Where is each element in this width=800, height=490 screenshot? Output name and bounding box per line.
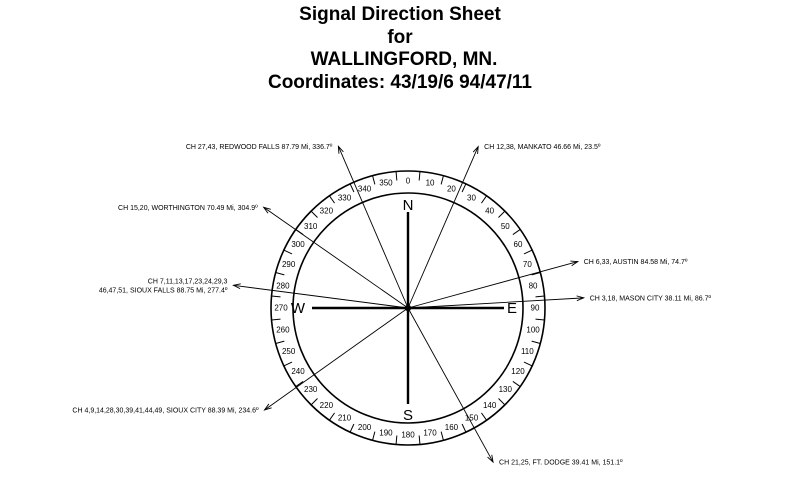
signal-label — [186, 144, 333, 151]
degree-label: 0 — [405, 176, 411, 186]
degree-label: 310 — [304, 221, 318, 231]
signal-label-line: 46,47,51, SIOUX FALLS 88.75 Mi, 277.4º — [98, 287, 228, 295]
degree-label: 280 — [276, 281, 290, 291]
east-label: E — [506, 299, 518, 317]
degree-label: 30 — [467, 193, 476, 203]
degree-label: 110 — [520, 347, 534, 357]
title-for: for — [387, 26, 413, 48]
signal-arrowhead — [488, 455, 493, 462]
degree-label: 210 — [337, 413, 352, 423]
degree-tick — [311, 399, 317, 405]
degree-label: 20 — [446, 184, 456, 194]
west-label: W — [290, 299, 306, 317]
degree-tick — [441, 432, 443, 441]
degree-label: 50 — [500, 221, 510, 231]
degree-tick — [419, 172, 420, 181]
degree-tick — [296, 381, 303, 386]
signal-label — [499, 460, 623, 467]
signal-label-line: CH 6,33, AUSTIN 84.58 Mi, 74.7º — [583, 259, 688, 267]
degree-label: 250 — [281, 347, 296, 357]
degree-tick — [462, 424, 466, 432]
degree-label: 290 — [281, 260, 296, 270]
degree-tick — [284, 362, 292, 366]
signal-label-line: CH 15,20, WORTHINGTON 70.49 Mi, 304.9º — [118, 204, 258, 212]
degree-tick — [396, 172, 397, 181]
degree-tick — [373, 176, 375, 185]
degree-label: 230 — [304, 385, 318, 395]
degree-label: 220 — [319, 400, 334, 410]
signal-label — [72, 407, 259, 414]
degree-label: 160 — [444, 422, 459, 432]
degree-label: 270 — [274, 303, 288, 313]
degree-tick — [532, 341, 541, 343]
degree-tick — [481, 413, 486, 420]
degree-tick — [350, 424, 354, 432]
degree-label: 340 — [357, 184, 372, 194]
signal-label-line: CH 3,18, MASON CITY 38.11 Mi, 86.7º — [589, 295, 712, 303]
degree-label: 130 — [498, 385, 512, 395]
signal-label — [584, 259, 688, 266]
degree-label: 260 — [276, 325, 290, 335]
degree-tick — [462, 184, 466, 192]
degree-label: 240 — [291, 367, 305, 377]
signal-label — [118, 205, 258, 212]
degree-tick — [499, 399, 505, 405]
signal-label-line: CH 4,9,14,28,30,39,41,44,49, SIOUX CITY 88.39 Mi, 234.6º — [72, 407, 259, 415]
degree-tick — [513, 381, 520, 386]
signal-ray — [408, 298, 584, 308]
south-label: S — [402, 406, 414, 424]
degree-tick — [499, 211, 505, 217]
degree-label: 200 — [357, 422, 372, 432]
degree-label: 330 — [337, 193, 352, 203]
degree-tick — [272, 296, 281, 297]
degree-label: 150 — [464, 413, 479, 423]
location-name: WALLINGFORD, MN. — [310, 49, 498, 70]
degree-tick — [396, 436, 397, 445]
sheet-title: Signal Direction Sheet — [299, 4, 501, 25]
degree-label: 350 — [379, 178, 393, 188]
degree-tick — [373, 432, 375, 441]
degree-label: 90 — [530, 303, 540, 313]
degree-label: 180 — [401, 430, 415, 440]
coordinates: Coordinates: 43/19/6 94/47/11 — [267, 71, 533, 93]
signal-label — [590, 295, 712, 302]
degree-tick — [419, 436, 420, 445]
degree-tick — [536, 296, 545, 297]
center-dot — [405, 305, 411, 311]
degree-label: 120 — [511, 367, 525, 377]
degree-tick — [311, 211, 317, 217]
degree-tick — [329, 196, 334, 203]
signal-label-line: CH 27,43, REDWOOD FALLS 87.79 Mi, 336.7º — [185, 143, 333, 151]
degree-label: 70 — [522, 260, 532, 270]
degree-label: 60 — [513, 240, 523, 250]
degree-tick — [481, 196, 486, 203]
degree-label: 100 — [526, 325, 540, 335]
degree-tick — [276, 341, 285, 343]
degree-label: 10 — [425, 178, 435, 188]
signal-labels — [72, 144, 711, 467]
degree-tick — [441, 176, 443, 185]
degree-tick — [513, 229, 520, 234]
degree-label: 140 — [482, 400, 497, 410]
signal-label-line: CH 12,38, MANKATO 46.66 Mi, 23.5º — [484, 144, 601, 152]
degree-tick — [284, 250, 292, 254]
degree-tick — [350, 184, 354, 192]
degree-tick — [272, 319, 281, 320]
degree-label: 190 — [379, 428, 393, 438]
degree-label: 300 — [291, 240, 305, 250]
degree-label: 40 — [485, 206, 495, 216]
signal-label — [99, 278, 228, 294]
degree-tick — [536, 319, 545, 320]
signal-label-line: CH 7,11,13,17,23,24,29,3 — [147, 278, 228, 286]
degree-tick — [329, 413, 334, 420]
degree-tick — [276, 273, 285, 275]
degree-tick — [524, 250, 532, 254]
degree-tick — [524, 362, 532, 366]
degree-label: 170 — [423, 428, 437, 438]
signal-ray — [408, 262, 578, 308]
north-label: N — [402, 196, 414, 214]
degree-label: 80 — [528, 281, 538, 291]
signal-label — [484, 144, 601, 151]
degree-label: 320 — [319, 206, 334, 216]
signal-label-line: CH 21,25, FT. DODGE 39.41 Mi, 151.1º — [499, 459, 623, 467]
signal-ray — [265, 308, 408, 410]
signal-ray — [233, 285, 408, 308]
